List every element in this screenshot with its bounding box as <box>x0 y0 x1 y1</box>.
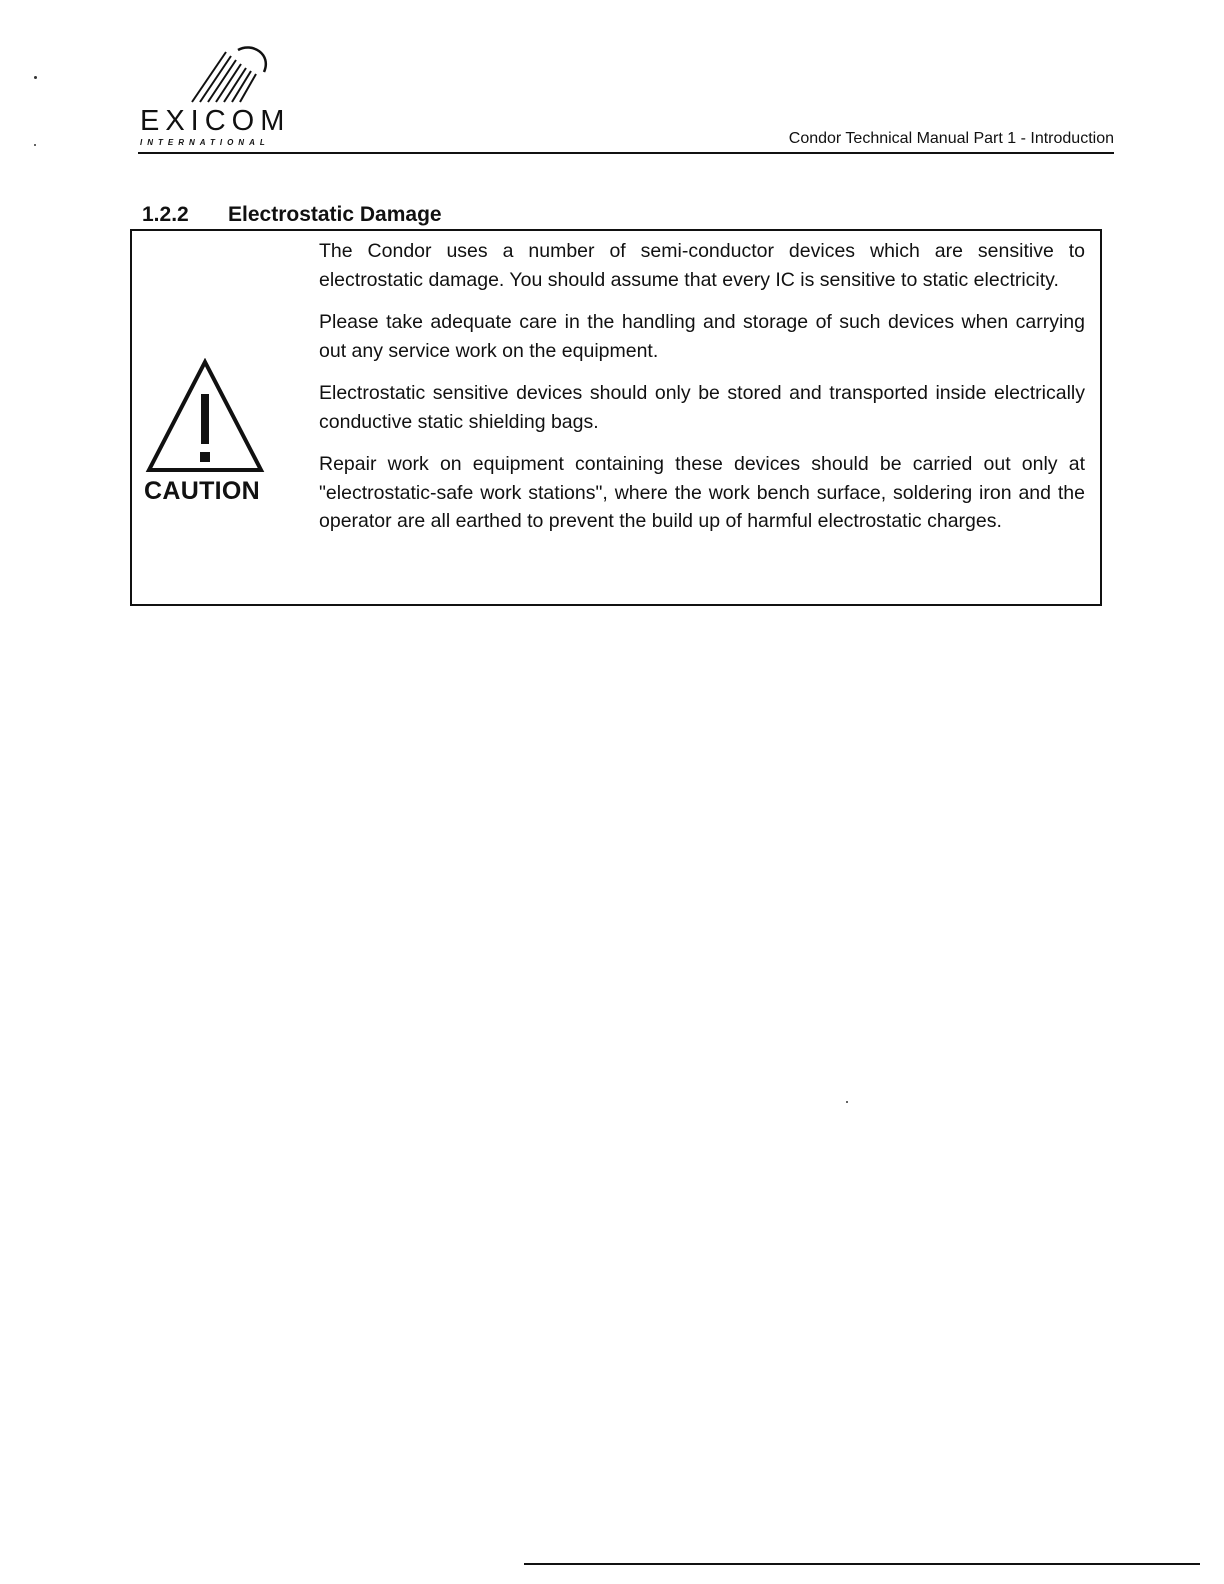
caution-label: CAUTION <box>144 477 260 505</box>
section-title: Electrostatic Damage <box>228 203 442 226</box>
footer-divider <box>524 1563 1200 1565</box>
section-heading <box>142 203 442 227</box>
running-header: Condor Technical Manual Part 1 - Introduction <box>788 130 1114 147</box>
caution-box <box>130 229 1102 606</box>
scan-speck <box>34 76 37 79</box>
caution-paragraph: Electrostatic sensitive devices should only be stored and transported inside electrically conductive static shielding bags. <box>319 382 1085 433</box>
scan-speck <box>34 144 36 146</box>
header-divider <box>138 152 1114 154</box>
caution-paragraph: Please take adequate care in the handling and storage of such devices when carrying out any service work on the equipment. <box>319 311 1085 362</box>
warning-triangle-icon <box>144 358 266 474</box>
caution-paragraph: The Condor uses a number of semi-conductor devices which are sensitive to electrostatic damage. You should assume that every IC is sensitive to static electricity. <box>319 240 1085 291</box>
scan-speck <box>846 1101 848 1103</box>
section-number: 1.2.2 <box>142 203 189 226</box>
logo-wordmark: EXICOM <box>140 105 291 137</box>
logo-subtitle: INTERNATIONAL <box>140 138 270 147</box>
exicom-logo <box>138 44 308 156</box>
caution-text <box>319 237 1085 550</box>
exicom-logo-icon <box>186 44 276 106</box>
caution-paragraph: Repair work on equipment containing these devices should be carried out only at "electrostatic-safe work stations", where the work bench surface, soldering iron and the operator are all earthed to prevent the build up of harmful electrostatic charges. <box>319 453 1085 532</box>
